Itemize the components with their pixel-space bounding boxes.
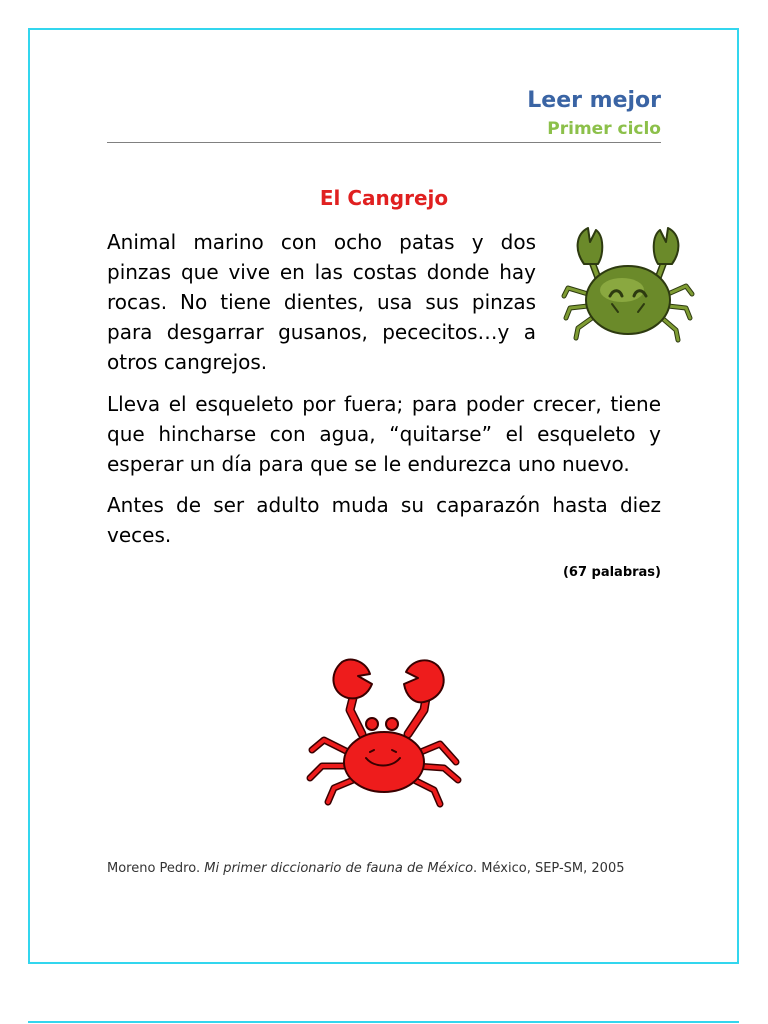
header-subtitle: Primer ciclo [547, 119, 661, 139]
paragraph-2: Lleva el esqueleto por fuera; para poder crecer, tiene que hincharse con agua, “quitarse” el esqueleto y esperar un día para que se le endurezca uno nuevo. [107, 392, 661, 476]
story-title: El Cangrejo [319, 186, 449, 210]
paragraph-1: Animal marino con ocho patas y dos pinzas que vive en las costas donde hay rocas. No tiene dientes, usa sus pinzas para desgarrar gusanos, pececitos…y a otros cangrejos. [107, 230, 536, 374]
red-crab-icon [302, 654, 464, 814]
citation-book-title: Mi primer diccionario de fauna de México [204, 861, 474, 876]
paragraph-3: Antes de ser adulto muda su caparazón hasta diez veces. [107, 493, 661, 547]
bottom-divider [28, 1021, 739, 1023]
header-title: Leer mejor [527, 88, 661, 113]
green-crab-icon [558, 222, 698, 354]
word-count: (67 palabras) [562, 565, 661, 580]
citation-author: Moreno Pedro. [107, 861, 205, 876]
citation [107, 860, 647, 878]
citation-publisher: . México, SEP-SM, 2005 [473, 861, 625, 876]
header-divider [107, 142, 661, 143]
